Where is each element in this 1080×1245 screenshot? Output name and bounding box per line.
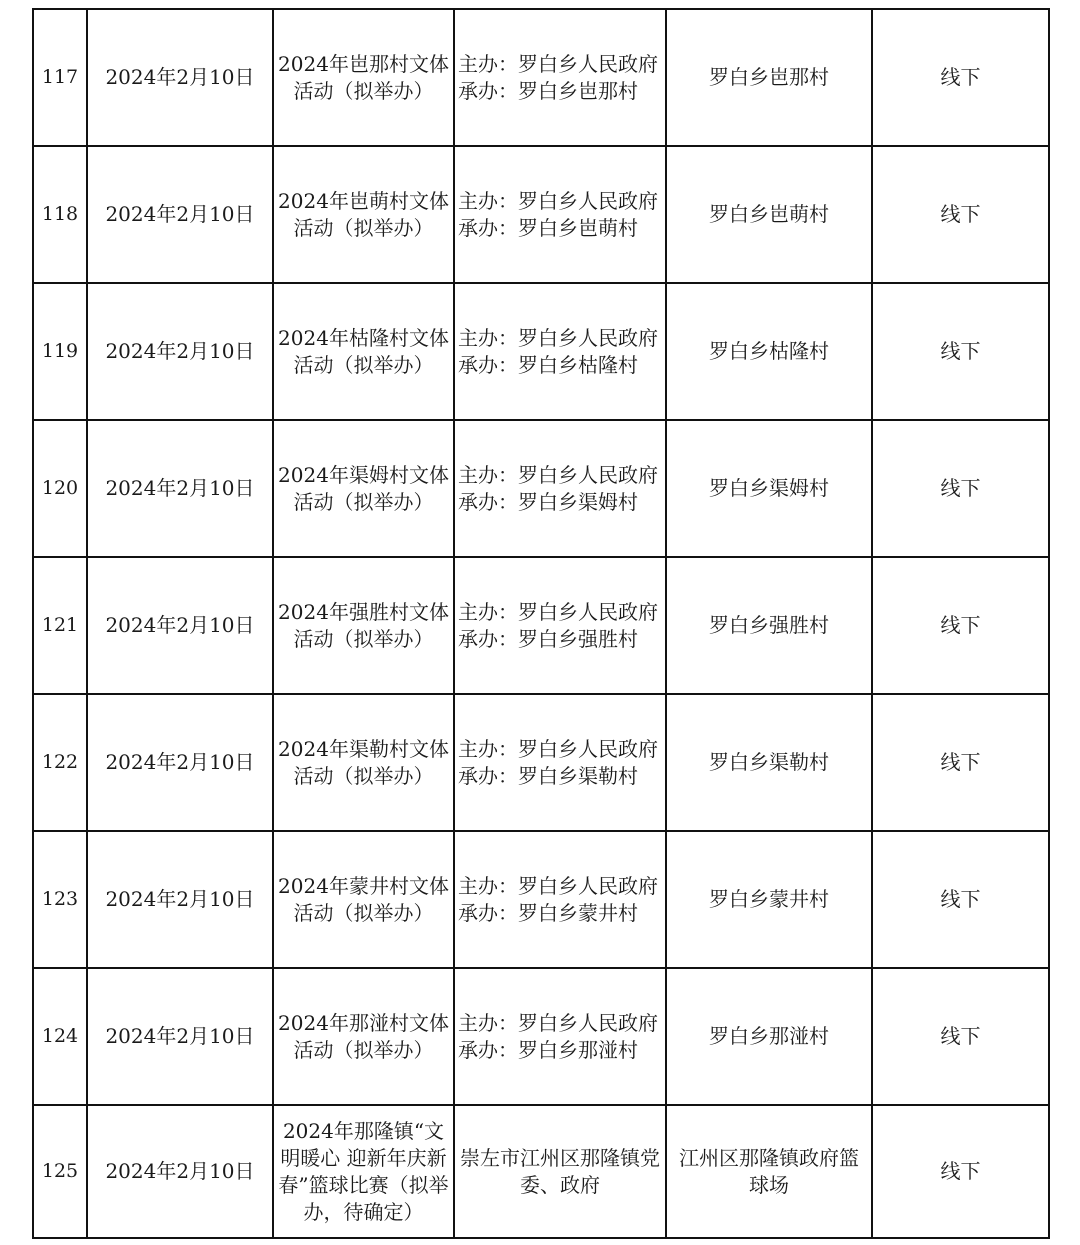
event-mode: 线下 xyxy=(872,557,1049,694)
row-number: 125 xyxy=(33,1105,87,1238)
event-date: 2024年2月10日 xyxy=(87,831,273,968)
event-organizer: 主办：罗白乡人民政府承办：罗白乡渠勒村 xyxy=(454,694,666,831)
event-date: 2024年2月10日 xyxy=(87,557,273,694)
event-name: 2024年强胜村文体活动（拟举办） xyxy=(273,557,454,694)
row-number: 121 xyxy=(33,557,87,694)
table-row xyxy=(33,694,1049,831)
event-name: 2024年岜那村文体活动（拟举办） xyxy=(273,9,454,146)
event-location: 罗白乡渠姆村 xyxy=(666,420,872,557)
event-location: 罗白乡那湴村 xyxy=(666,968,872,1105)
event-location: 罗白乡强胜村 xyxy=(666,557,872,694)
event-location: 罗白乡岜那村 xyxy=(666,9,872,146)
row-number: 117 xyxy=(33,9,87,146)
row-number: 119 xyxy=(33,283,87,420)
event-date: 2024年2月10日 xyxy=(87,283,273,420)
event-organizer: 主办：罗白乡人民政府承办：罗白乡渠姆村 xyxy=(454,420,666,557)
event-mode: 线下 xyxy=(872,831,1049,968)
event-date: 2024年2月10日 xyxy=(87,968,273,1105)
event-organizer: 主办：罗白乡人民政府承办：罗白乡枯隆村 xyxy=(454,283,666,420)
event-schedule-table xyxy=(32,8,1050,1239)
event-mode: 线下 xyxy=(872,146,1049,283)
table-row xyxy=(33,1105,1049,1238)
table-row xyxy=(33,968,1049,1105)
table-row xyxy=(33,420,1049,557)
event-mode: 线下 xyxy=(872,694,1049,831)
event-organizer: 崇左市江州区那隆镇党委、政府 xyxy=(454,1105,666,1238)
event-mode: 线下 xyxy=(872,420,1049,557)
table-row xyxy=(33,9,1049,146)
event-name: 2024年渠勒村文体活动（拟举办） xyxy=(273,694,454,831)
event-date: 2024年2月10日 xyxy=(87,420,273,557)
event-mode: 线下 xyxy=(872,283,1049,420)
table-row xyxy=(33,831,1049,968)
event-name: 2024年渠姆村文体活动（拟举办） xyxy=(273,420,454,557)
event-location: 罗白乡蒙井村 xyxy=(666,831,872,968)
row-number: 120 xyxy=(33,420,87,557)
event-location: 江州区那隆镇政府篮球场 xyxy=(666,1105,872,1238)
event-name: 2024年岜萌村文体活动（拟举办） xyxy=(273,146,454,283)
event-name: 2024年那湴村文体活动（拟举办） xyxy=(273,968,454,1105)
table-row xyxy=(33,557,1049,694)
row-number: 122 xyxy=(33,694,87,831)
event-name: 2024年那隆镇“文明暖心 迎新年庆新春”篮球比赛（拟举办，待确定） xyxy=(273,1105,454,1238)
event-location: 罗白乡岜萌村 xyxy=(666,146,872,283)
event-name: 2024年蒙井村文体活动（拟举办） xyxy=(273,831,454,968)
event-organizer: 主办：罗白乡人民政府承办：罗白乡蒙井村 xyxy=(454,831,666,968)
event-date: 2024年2月10日 xyxy=(87,694,273,831)
row-number: 123 xyxy=(33,831,87,968)
event-date: 2024年2月10日 xyxy=(87,146,273,283)
event-organizer: 主办：罗白乡人民政府承办：罗白乡那湴村 xyxy=(454,968,666,1105)
table-row xyxy=(33,146,1049,283)
event-organizer: 主办：罗白乡人民政府承办：罗白乡岜萌村 xyxy=(454,146,666,283)
event-mode: 线下 xyxy=(872,1105,1049,1238)
event-organizer: 主办：罗白乡人民政府承办：罗白乡强胜村 xyxy=(454,557,666,694)
event-mode: 线下 xyxy=(872,968,1049,1105)
event-location: 罗白乡渠勒村 xyxy=(666,694,872,831)
event-location: 罗白乡枯隆村 xyxy=(666,283,872,420)
table-row xyxy=(33,283,1049,420)
row-number: 124 xyxy=(33,968,87,1105)
event-name: 2024年枯隆村文体活动（拟举办） xyxy=(273,283,454,420)
event-date: 2024年2月10日 xyxy=(87,9,273,146)
event-organizer: 主办：罗白乡人民政府承办：罗白乡岜那村 xyxy=(454,9,666,146)
event-date: 2024年2月10日 xyxy=(87,1105,273,1238)
event-mode: 线下 xyxy=(872,9,1049,146)
row-number: 118 xyxy=(33,146,87,283)
